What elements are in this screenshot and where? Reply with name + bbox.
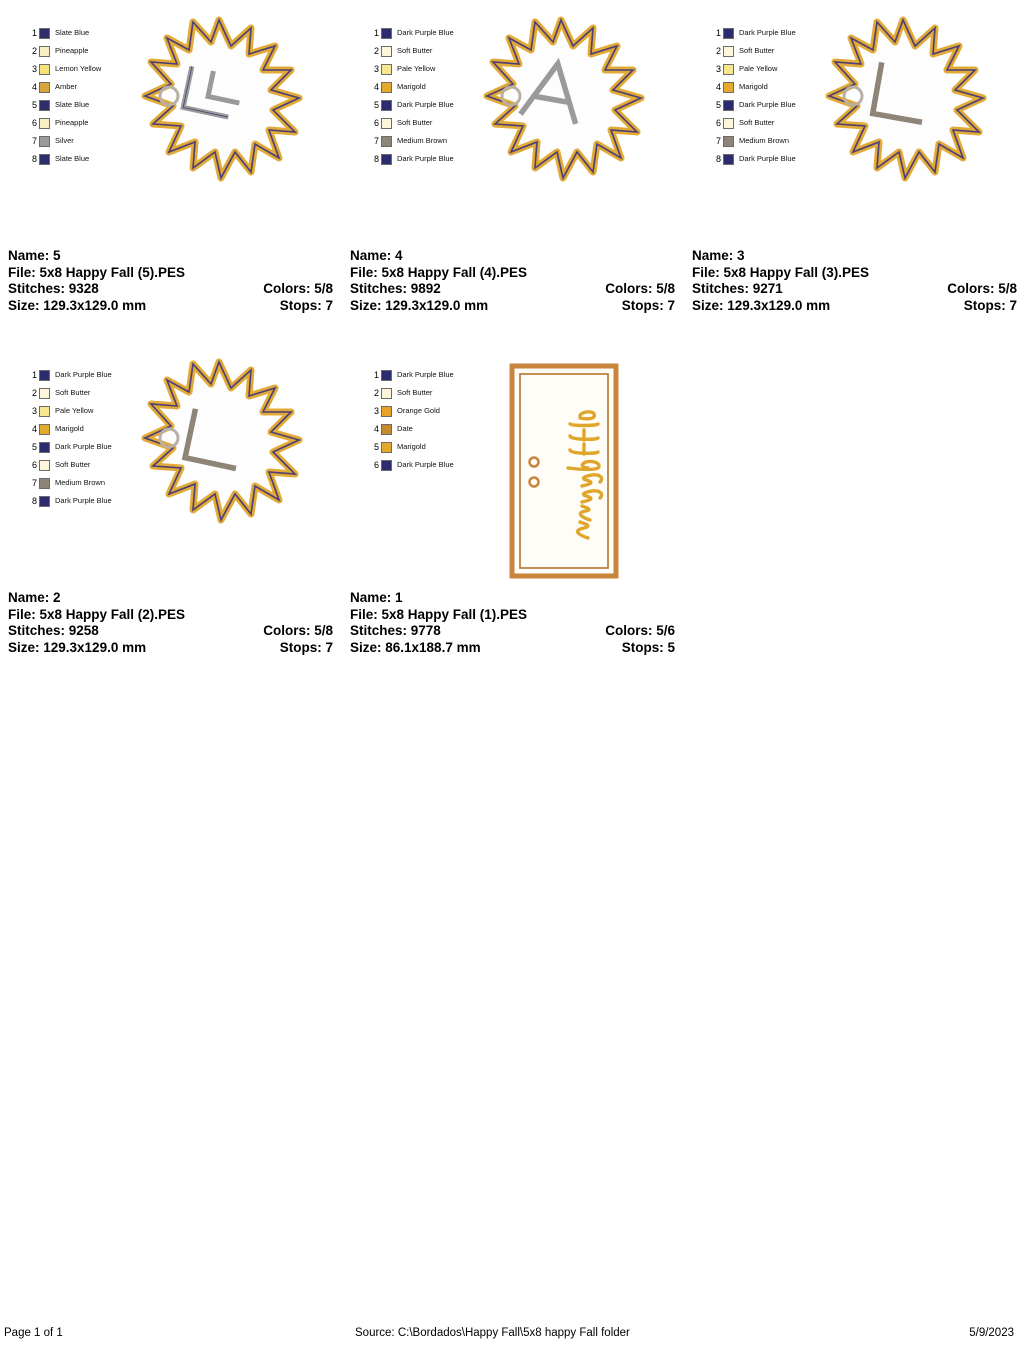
footer-page-number: Page 1 of 1 (4, 1327, 63, 1339)
legend-index: 6 (31, 460, 37, 470)
legend-index: 3 (31, 64, 37, 74)
legend-color-label: Dark Purple Blue (739, 28, 796, 37)
legend-color-swatch (723, 28, 734, 39)
legend-color-label: Pale Yellow (739, 64, 778, 73)
legend-color-swatch (723, 154, 734, 165)
design-info (8, 248, 333, 314)
legend-index: 4 (31, 82, 37, 92)
legend-color-label: Marigold (55, 424, 84, 433)
design-info (8, 590, 333, 656)
leaf-l2-icon (113, 348, 343, 588)
legend-color-label: Soft Butter (55, 460, 91, 469)
legend-index: 2 (373, 46, 379, 56)
legend-color-swatch (39, 46, 50, 57)
legend-color-swatch (381, 460, 392, 471)
design-name: Name: 3 (692, 248, 745, 263)
legend-row (370, 384, 490, 402)
legend-row (370, 366, 490, 384)
legend-color-swatch (39, 388, 50, 399)
legend-index: 7 (715, 136, 721, 146)
design-info (692, 248, 1017, 314)
design-colors-count: Colors: 5/8 (605, 281, 675, 296)
legend-color-label: Marigold (397, 82, 426, 91)
design-art-area (8, 348, 348, 588)
legend-color-label: Dark Purple Blue (397, 460, 454, 469)
legend-color-label: Soft Butter (55, 388, 91, 397)
legend-index: 8 (31, 496, 37, 506)
legend-color-swatch (723, 64, 734, 75)
design-file: File: 5x8 Happy Fall (2).PES (8, 606, 186, 622)
design-stops: Stops: 7 (279, 297, 333, 313)
leaf-a-icon (455, 6, 685, 246)
embroidery-preview (797, 6, 1024, 246)
legend-color-label: Dark Purple Blue (397, 154, 454, 163)
design-cell-2 (8, 348, 348, 656)
legend-color-swatch (381, 82, 392, 93)
legend-index: 5 (373, 100, 379, 110)
legend-index: 5 (715, 100, 721, 110)
legend-color-swatch (39, 478, 50, 489)
design-cell-4 (350, 6, 690, 314)
footer-source-path: Source: C:\Bordados\Happy Fall\5x8 happy Fall folder (355, 1327, 630, 1339)
legend-color-label: Dark Purple Blue (397, 370, 454, 379)
design-size: Size: 129.3x129.0 mm (692, 297, 831, 313)
legend-color-swatch (39, 442, 50, 453)
legend-index: 1 (715, 28, 721, 38)
design-colors-count: Colors: 5/8 (263, 623, 333, 638)
legend-row (370, 456, 490, 474)
legend-color-swatch (381, 46, 392, 57)
legend-index: 5 (31, 100, 37, 110)
legend-color-swatch (381, 136, 392, 147)
legend-color-label: Soft Butter (397, 388, 433, 397)
legend-color-swatch (723, 118, 734, 129)
design-colors-count: Colors: 5/8 (263, 281, 333, 296)
design-art-area (350, 6, 690, 246)
design-stitches: Stitches: 9892 (350, 281, 441, 296)
legend-color-label: Pale Yellow (397, 64, 436, 73)
legend-index: 2 (715, 46, 721, 56)
legend-color-label: Medium Brown (397, 136, 448, 145)
design-size: Size: 129.3x129.0 mm (8, 639, 147, 655)
legend-color-swatch (381, 442, 392, 453)
legend-color-swatch (381, 118, 392, 129)
legend-color-label: Soft Butter (397, 46, 433, 55)
legend-color-label: Amber (55, 82, 78, 91)
legend-index: 2 (31, 46, 37, 56)
legend-index: 8 (715, 154, 721, 164)
legend-color-label: Medium Brown (739, 136, 790, 145)
legend-index: 4 (373, 424, 379, 434)
legend-color-swatch (39, 64, 50, 75)
legend-index: 7 (31, 136, 37, 146)
legend-color-swatch (381, 388, 392, 399)
design-stops: Stops: 7 (621, 297, 675, 313)
design-name: Name: 2 (8, 590, 61, 605)
legend-index: 6 (373, 460, 379, 470)
legend-color-swatch (723, 82, 734, 93)
legend-color-swatch (39, 370, 50, 381)
legend-index: 1 (373, 28, 379, 38)
legend-index: 5 (373, 442, 379, 452)
design-size: Size: 86.1x188.7 mm (350, 639, 481, 655)
legend-color-swatch (39, 154, 50, 165)
design-file: File: 5x8 Happy Fall (4).PES (350, 264, 528, 280)
legend-color-label: Date (397, 424, 413, 433)
legend-color-label: Dark Purple Blue (55, 442, 112, 451)
legend-color-swatch (381, 64, 392, 75)
legend-color-label: Marigold (397, 442, 426, 451)
legend-index: 7 (373, 136, 379, 146)
legend-index: 4 (373, 82, 379, 92)
legend-color-swatch (39, 100, 50, 111)
design-colors-count: Colors: 5/6 (605, 623, 675, 638)
design-cell-1 (350, 348, 690, 656)
legend-index: 3 (373, 64, 379, 74)
legend-color-swatch (39, 28, 50, 39)
legend-color-label: Soft Butter (397, 118, 433, 127)
legend-color-swatch (381, 28, 392, 39)
legend-color-label: Soft Butter (739, 118, 775, 127)
design-name: Name: 4 (350, 248, 403, 263)
legend-color-label: Dark Purple Blue (739, 154, 796, 163)
legend-row (370, 402, 490, 420)
legend-color-label: Marigold (739, 82, 768, 91)
design-name: Name: 5 (8, 248, 61, 263)
legend-color-label: Pineapple (55, 118, 89, 127)
legend-color-label: Pineapple (55, 46, 89, 55)
legend-color-swatch (723, 136, 734, 147)
legend-color-swatch (39, 460, 50, 471)
legend-color-label: Slate Blue (55, 154, 90, 163)
leaf-l-icon (797, 6, 1024, 246)
legend-index: 3 (373, 406, 379, 416)
design-file: File: 5x8 Happy Fall (3).PES (692, 264, 870, 280)
embroidery-preview (455, 6, 685, 246)
design-info (350, 590, 675, 656)
legend-color-label: Pale Yellow (55, 406, 94, 415)
legend-color-label: Medium Brown (55, 478, 106, 487)
legend-color-label: Soft Butter (739, 46, 775, 55)
legend-index: 8 (373, 154, 379, 164)
design-stops: Stops: 7 (279, 639, 333, 655)
legend-color-swatch (381, 370, 392, 381)
design-stitches: Stitches: 9271 (692, 281, 783, 296)
embroidery-preview (113, 348, 343, 588)
legend-color-swatch (39, 82, 50, 93)
legend-index: 2 (31, 388, 37, 398)
embroidery-preview (500, 358, 730, 598)
legend-color-swatch (39, 496, 50, 507)
legend-index: 1 (373, 370, 379, 380)
legend-color-swatch (723, 100, 734, 111)
design-file: File: 5x8 Happy Fall (5).PES (8, 264, 186, 280)
legend-color-label: Slate Blue (55, 100, 90, 109)
design-art-area (692, 6, 1024, 246)
legend-color-label: Lemon Yellow (55, 64, 102, 73)
legend-row (370, 438, 490, 456)
legend-color-swatch (381, 100, 392, 111)
legend-index: 7 (31, 478, 37, 488)
legend-color-swatch (381, 154, 392, 165)
legend-color-swatch (39, 424, 50, 435)
legend-index: 1 (31, 370, 37, 380)
legend-index: 5 (31, 442, 37, 452)
leaf-fl-icon (113, 6, 343, 246)
legend-color-label: Dark Purple Blue (55, 496, 112, 505)
legend-color-swatch (723, 46, 734, 57)
legend-color-swatch (381, 406, 392, 417)
design-colors-count: Colors: 5/8 (947, 281, 1017, 296)
legend-index: 6 (373, 118, 379, 128)
legend-color-swatch (39, 118, 50, 129)
color-legend (370, 366, 490, 474)
design-size: Size: 129.3x129.0 mm (350, 297, 489, 313)
design-stitches: Stitches: 9328 (8, 281, 99, 296)
banner-happy-fall-icon (500, 358, 660, 588)
legend-color-swatch (381, 424, 392, 435)
design-cell-5 (8, 6, 348, 314)
legend-index: 8 (31, 154, 37, 164)
legend-color-label: Dark Purple Blue (55, 370, 112, 379)
design-stitches: Stitches: 9258 (8, 623, 99, 638)
legend-index: 1 (31, 28, 37, 38)
legend-index: 4 (715, 82, 721, 92)
legend-color-label: Dark Purple Blue (397, 28, 454, 37)
embroidery-preview (113, 6, 343, 246)
legend-color-label: Dark Purple Blue (397, 100, 454, 109)
legend-index: 3 (31, 406, 37, 416)
legend-index: 6 (31, 118, 37, 128)
legend-color-label: Orange Gold (397, 406, 440, 415)
design-stops: Stops: 7 (963, 297, 1017, 313)
legend-row (370, 420, 490, 438)
legend-color-swatch (39, 406, 50, 417)
design-file: File: 5x8 Happy Fall (1).PES (350, 606, 528, 622)
legend-color-label: Dark Purple Blue (739, 100, 796, 109)
legend-index: 3 (715, 64, 721, 74)
legend-index: 4 (31, 424, 37, 434)
design-cell-3 (692, 6, 1024, 314)
footer-date: 5/9/2023 (969, 1327, 1014, 1339)
legend-index: 6 (715, 118, 721, 128)
design-art-area (350, 348, 690, 588)
design-stitches: Stitches: 9778 (350, 623, 441, 638)
legend-index: 2 (373, 388, 379, 398)
legend-color-label: Silver (55, 136, 74, 145)
design-size: Size: 129.3x129.0 mm (8, 297, 147, 313)
legend-color-label: Slate Blue (55, 28, 90, 37)
design-stops: Stops: 5 (621, 639, 675, 655)
design-info (350, 248, 675, 314)
design-name: Name: 1 (350, 590, 403, 605)
design-art-area (8, 6, 348, 246)
legend-color-swatch (39, 136, 50, 147)
